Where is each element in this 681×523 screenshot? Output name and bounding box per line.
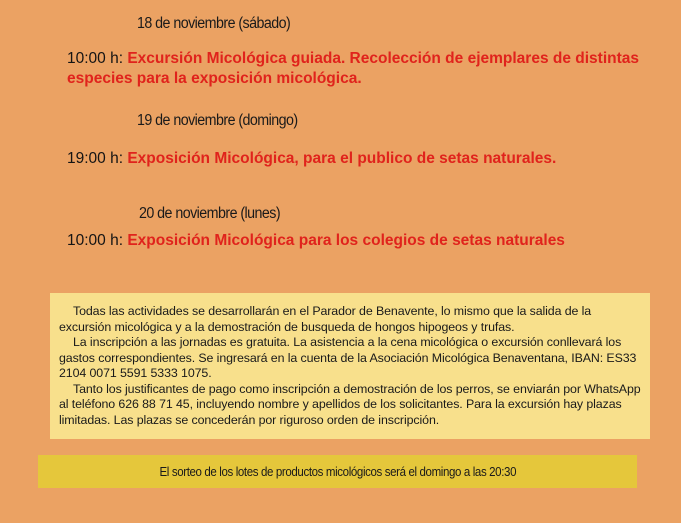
day2-date-heading: 19 de noviembre (domingo) <box>137 112 298 129</box>
info-paragraph-payment: Tanto los justificantes de pago como inscripción a demostración de los perros, se enviarán por WhatsApp al teléfono 626 88 71 45, incluyendo nombre y apellidos de los solicitantes. Para la excursión hay plazas limitadas. Las plazas se concederán por riguroso orden de inscripción. <box>59 381 641 427</box>
info-box <box>50 293 650 439</box>
day2-time-colon: : <box>118 150 128 167</box>
day2-event <box>67 149 667 169</box>
info-paragraph-registration: La inscripción a las jornadas es gratuita. La asistencia a la cena micológica o excursión conllevará los gastos correspondientes. Se ingresará en la cuenta de la Asociación Micológica Benaventana, IBAN: ES33 2104 0071 5591 5333 1075. <box>59 335 637 380</box>
day3-event-time: 10:00 h <box>67 232 119 249</box>
day1-date-heading: 18 de noviembre (sábado) <box>137 15 291 32</box>
day1-event-time: 10:00 h <box>67 50 119 67</box>
day1-time-colon: : <box>118 50 128 67</box>
day3-date-heading: 20 de noviembre (lunes) <box>139 205 281 222</box>
day3-event-description: Exposición Micológica para los colegios de setas naturales <box>127 232 565 249</box>
day3-time-colon: : <box>118 232 128 249</box>
day3-event <box>67 231 667 251</box>
day2-event-description: Exposición Micológica, para el publico de setas naturales. <box>127 150 557 167</box>
raffle-banner <box>38 455 637 488</box>
info-paragraph-venue: Todas las actividades se desarrollarán en el Parador de Benavente, lo mismo que la salida de la excursión micológica y a la demostración de busqueda de hongos hipogeos y trufas. <box>59 304 592 334</box>
day1-event <box>67 49 667 89</box>
raffle-text: El sorteo de los lotes de productos micológicos será el domingo a las 20:30 <box>159 464 516 479</box>
day2-event-time: 19:00 h <box>67 150 119 167</box>
day1-event-description: Excursión Micológica guiada. Recolección de ejemplares de distintas especies para la exposición micológica. <box>67 50 640 87</box>
